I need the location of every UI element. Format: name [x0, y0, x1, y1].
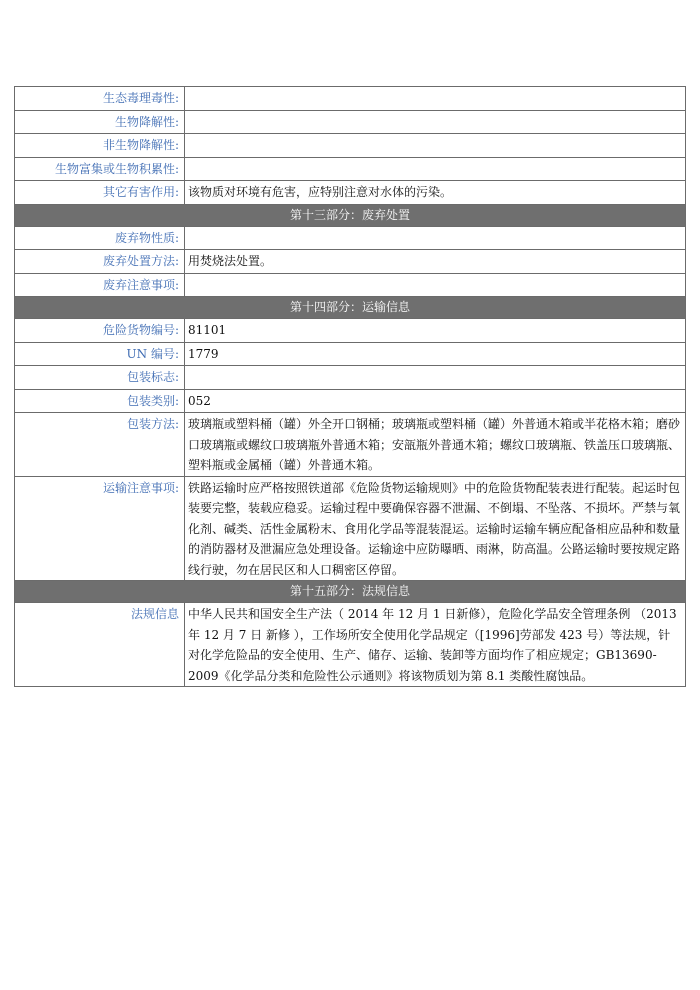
value-bioaccumulation [185, 157, 686, 181]
label-dangerous-goods-number: 危险货物编号: [15, 319, 185, 343]
row-biodegradability [15, 110, 686, 134]
value-waste-nature [185, 226, 686, 250]
row-bioaccumulation [15, 157, 686, 181]
label-abiotic-degradability: 非生物降解性: [15, 134, 185, 158]
row-regulation-info [15, 603, 686, 687]
row-ecotoxicity [15, 87, 686, 111]
value-abiotic-degradability [185, 134, 686, 158]
value-other-hazards: 该物质对环境有危害，应特别注意对水体的污染。 [185, 181, 686, 205]
row-dangerous-goods-number [15, 319, 686, 343]
value-packaging-method: 玻璃瓶或塑料桶（罐）外全开口钢桶；玻璃瓶或塑料桶（罐）外普通木箱或半花格木箱；磨砂口玻璃瓶或螺纹口玻璃瓶外普通木箱；安瓿瓶外普通木箱；螺纹口玻璃瓶、铁盖压口玻璃瓶、塑料瓶或金属桶（罐）外普通木箱。 [185, 413, 686, 477]
label-un-number: UN 编号: [15, 342, 185, 366]
value-disposal-notes [185, 273, 686, 297]
row-packaging-mark [15, 366, 686, 390]
value-dangerous-goods-number: 81101 [185, 319, 686, 343]
row-abiotic-degradability [15, 134, 686, 158]
label-bioaccumulation: 生物富集或生物积累性: [15, 157, 185, 181]
value-ecotoxicity [185, 87, 686, 111]
value-packaging-category: 052 [185, 389, 686, 413]
row-packaging-category [15, 389, 686, 413]
label-ecotoxicity: 生态毒理毒性: [15, 87, 185, 111]
label-packaging-mark: 包装标志: [15, 366, 185, 390]
value-regulation-info: 中华人民共和国安全生产法（ 2014 年 12 月 1 日新修），危险化学品安全管理条例 （2013 年 12 月 7 日 新修 ），工作场所安全使用化学品规定（[1996]劳部发 423 号）等法规，针对化学危险品的安全使用、生产、储存、运输、装卸等方面均作了相应规定；GB13690-2009《化学品分类和危险性公示通则》将该物质划为第 8.1 类酸性腐蚀品。 [185, 603, 686, 687]
value-disposal-method: 用焚烧法处置。 [185, 250, 686, 274]
value-un-number: 1779 [185, 342, 686, 366]
value-packaging-mark [185, 366, 686, 390]
label-regulation-info: 法规信息 [15, 603, 185, 687]
msds-table [14, 86, 686, 687]
label-biodegradability: 生物降解性: [15, 110, 185, 134]
row-packaging-method [15, 413, 686, 477]
section-header-transport [15, 297, 686, 319]
row-un-number [15, 342, 686, 366]
label-waste-nature: 废弃物性质: [15, 226, 185, 250]
label-other-hazards: 其它有害作用: [15, 181, 185, 205]
section-header-regulation [15, 581, 686, 603]
row-disposal-notes [15, 273, 686, 297]
label-packaging-category: 包装类别: [15, 389, 185, 413]
label-disposal-method: 废弃处置方法: [15, 250, 185, 274]
section-title-regulation: 第十五部分：法规信息 [15, 581, 686, 603]
section-title-transport: 第十四部分：运输信息 [15, 297, 686, 319]
row-disposal-method [15, 250, 686, 274]
label-disposal-notes: 废弃注意事项: [15, 273, 185, 297]
row-transport-notes [15, 476, 686, 581]
section-header-disposal [15, 204, 686, 226]
row-waste-nature [15, 226, 686, 250]
section-title-disposal: 第十三部分：废弃处置 [15, 204, 686, 226]
value-biodegradability [185, 110, 686, 134]
value-transport-notes: 铁路运输时应严格按照铁道部《危险货物运输规则》中的危险货物配装表进行配装。起运时包装要完整，装载应稳妥。运输过程中要确保容器不泄漏、不倒塌、不坠落、不损坏。严禁与氧化剂、碱类、活性金属粉末、食用化学品等混装混运。运输时运输车辆应配备相应品种和数量的消防器材及泄漏应急处理设备。运输途中应防曝晒、雨淋，防高温。公路运输时要按规定路线行驶，勿在居民区和人口稠密区停留。 [185, 476, 686, 581]
label-packaging-method: 包装方法: [15, 413, 185, 477]
row-other-hazards [15, 181, 686, 205]
msds-sheet [14, 86, 686, 687]
label-transport-notes: 运输注意事项: [15, 476, 185, 581]
